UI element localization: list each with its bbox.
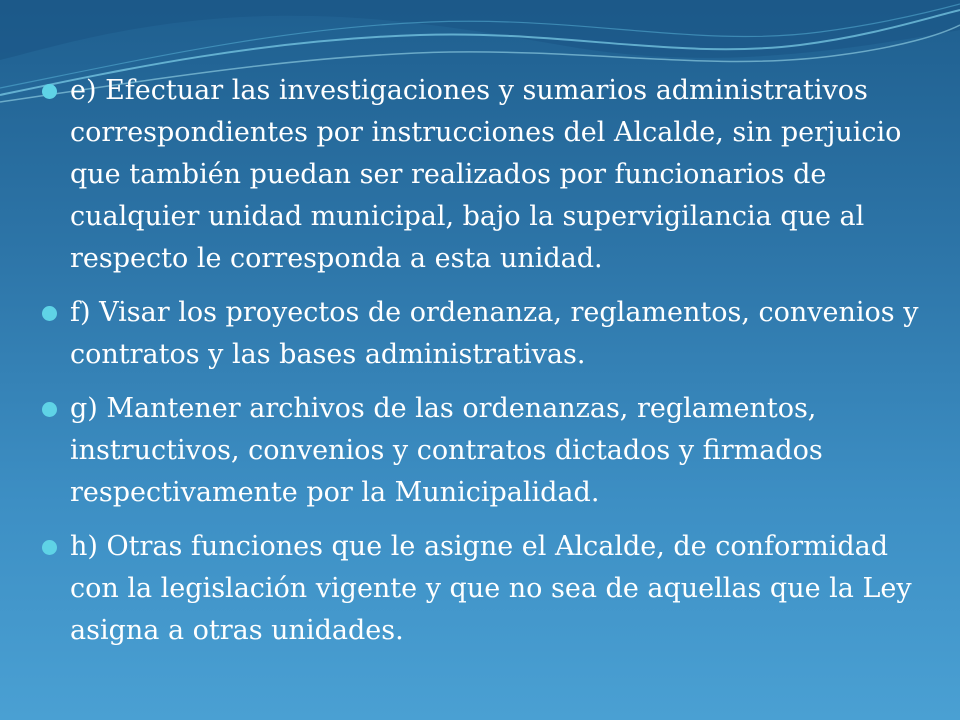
bullet-text: e) Efectuar las investigaciones y sumarios administrativos correspondientes por instrucciones del Alcalde, sin perjuicio que también puedan ser realizados por funcionarios de cualquier unidad municipal, bajo la supervigilancia que al respecto le corresponda a esta unidad. xyxy=(70,75,902,274)
bullet-item-e xyxy=(40,70,920,280)
bullet-text: g) Mantener archivos de las ordenanzas, reglamentos, instructivos, convenios y contratos dictados y firmados respectivamente por la Municipalidad. xyxy=(70,393,823,508)
bullet-dot-icon xyxy=(42,540,57,555)
bullet-dot-icon xyxy=(42,84,57,99)
bullet-item-g xyxy=(40,388,920,514)
bullet-item-h xyxy=(40,526,920,652)
bullet-dot-icon xyxy=(42,306,57,321)
bullet-dot-icon xyxy=(42,402,57,417)
bullet-text: f) Visar los proyectos de ordenanza, reglamentos, convenios y contratos y las bases administrativas. xyxy=(70,297,919,370)
slide-content xyxy=(40,70,920,664)
bullet-item-f xyxy=(40,292,920,376)
bullet-text: h) Otras funciones que le asigne el Alcalde, de conformidad con la legislación vigente y que no sea de aquellas que la Ley asigna a otras unidades. xyxy=(70,531,912,646)
